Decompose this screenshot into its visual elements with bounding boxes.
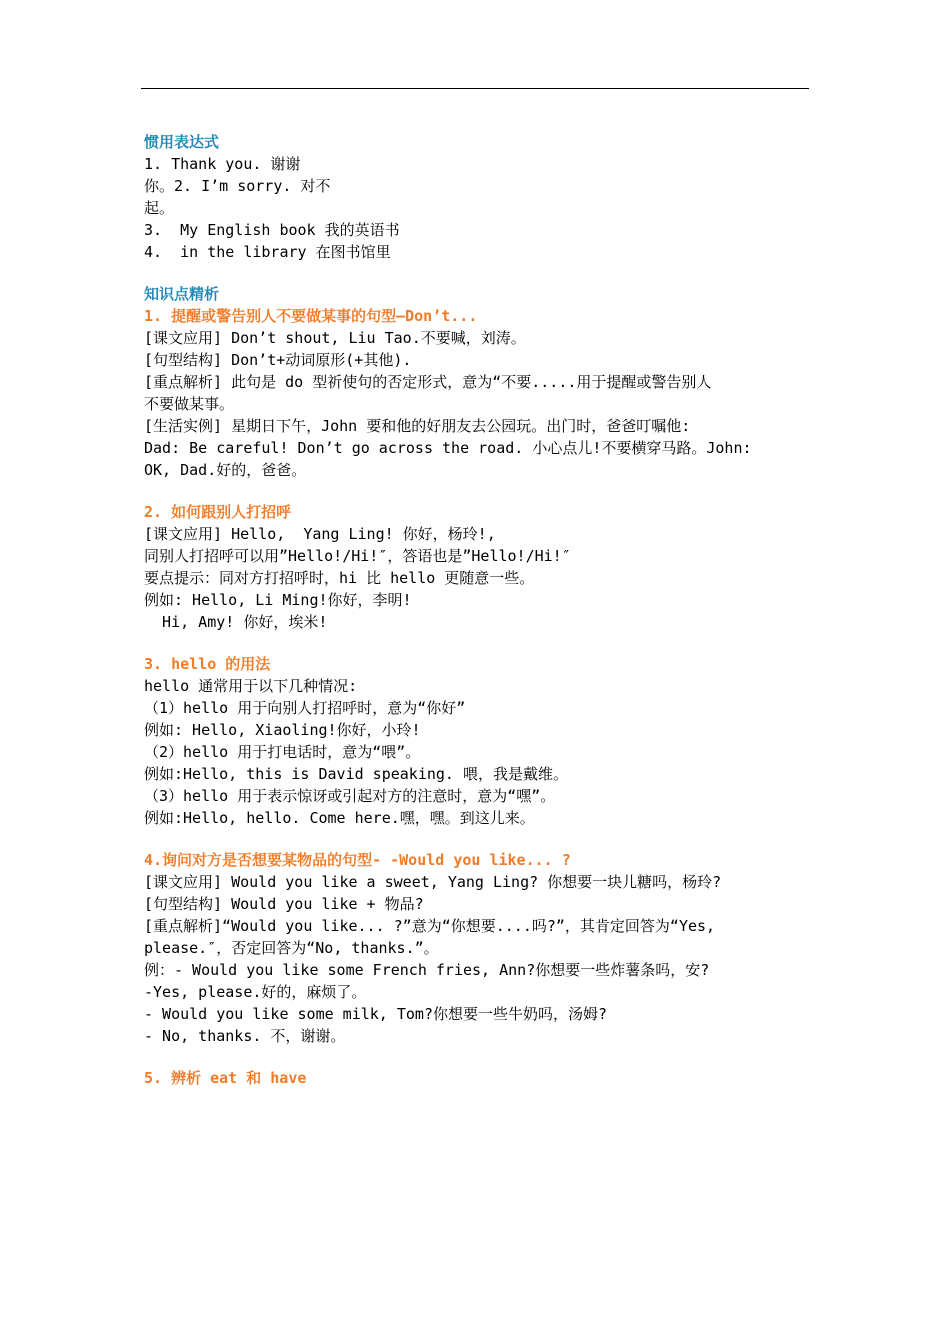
point-heading-1: 1. 提醒或警告别人不要做某事的句型—Don’t... bbox=[144, 307, 478, 325]
body-line: 例如: Hello, Li Ming!你好，李明! bbox=[144, 591, 412, 609]
body-line: -Yes, please.好的，麻烦了。 bbox=[144, 983, 367, 1001]
body-line: [重点解析] 此句是 do 型祈使句的否定形式，意为“不要.....用于提醒或警告别人 bbox=[144, 373, 712, 391]
body-line: [生活实例] 星期日下午，John 要和他的好朋友去公园玩。出门时，爸爸叮嘱他: bbox=[144, 417, 691, 435]
body-line: Dad: Be careful! Don’t go across the road. 小心点儿!不要横穿马路。John: bbox=[144, 439, 752, 457]
expression-line: 3. My English book 我的英语书 bbox=[144, 221, 400, 239]
body-line: Hi, Amy! 你好，埃米! bbox=[144, 613, 328, 631]
document-body bbox=[144, 131, 814, 1089]
body-line: 例如:Hello, this is David speaking. 喂，我是戴维。 bbox=[144, 765, 568, 783]
body-line: 例：- Would you like some French fries, Ann?你想要一些炸薯条吗，安? bbox=[144, 961, 710, 979]
body-line: 例如: Hello, Xiaoling!你好，小玲! bbox=[144, 721, 421, 739]
section-title-knowledge: 知识点精析 bbox=[144, 285, 220, 303]
body-line: - No, thanks. 不，谢谢。 bbox=[144, 1027, 346, 1045]
body-line: [句型结构] Would you like + 物品? bbox=[144, 895, 424, 913]
section-title-expressions: 惯用表达式 bbox=[144, 133, 220, 151]
expression-line: 4. in the library 在图书馆里 bbox=[144, 243, 391, 261]
body-line: （1）hello 用于向别人打招呼时，意为“你好” bbox=[144, 699, 466, 717]
body-line: please.″，否定回答为“No, thanks.”。 bbox=[144, 939, 439, 957]
body-line: 不要做某事。 bbox=[144, 395, 235, 413]
body-line: 同别人打招呼可以用”Hello!/Hi!″，答语也是”Hello!/Hi!″ bbox=[144, 547, 571, 565]
body-line: [课文应用] Hello, Yang Ling! 你好，杨玲!, bbox=[144, 525, 496, 543]
body-line: （3）hello 用于表示惊讶或引起对方的注意时，意为“嘿”。 bbox=[144, 787, 556, 805]
body-line: [课文应用] Would you like a sweet, Yang Ling? 你想要一块儿糖吗，杨玲? bbox=[144, 873, 722, 891]
body-line: 例如:Hello, hello. Come here.嘿，嘿。到这儿来。 bbox=[144, 809, 535, 827]
body-line: [重点解析]“Would you like... ?”意为“你想要....吗?”，其肯定回答为“Yes, bbox=[144, 917, 716, 935]
point-heading-5: 5. 辨析 eat 和 have bbox=[144, 1069, 307, 1087]
body-line: （2）hello 用于打电话时，意为“喂”。 bbox=[144, 743, 421, 761]
expression-line: 起。 bbox=[144, 199, 175, 217]
expression-line: 1. Thank you. 谢谢 bbox=[144, 155, 301, 173]
body-line: OK, Dad.好的，爸爸。 bbox=[144, 461, 307, 479]
body-line: - Would you like some milk, Tom?你想要一些牛奶吗，汤姆? bbox=[144, 1005, 608, 1023]
point-heading-4: 4.询问对方是否想要某物品的句型- -Would you like... ? bbox=[144, 851, 571, 869]
body-line: 要点提示：同对方打招呼时，hi 比 hello 更随意一些。 bbox=[144, 569, 535, 587]
body-line: hello 通常用于以下几种情况: bbox=[144, 677, 358, 695]
header-rule bbox=[141, 88, 809, 89]
body-line: [句型结构] Don’t+动词原形(+其他). bbox=[144, 351, 412, 369]
expression-line: 你。2. I’m sorry. 对不 bbox=[144, 177, 331, 195]
point-heading-3: 3. hello 的用法 bbox=[144, 655, 271, 673]
body-line: [课文应用] Don’t shout, Liu Tao.不要喊，刘涛。 bbox=[144, 329, 526, 347]
point-heading-2: 2. 如何跟别人打招呼 bbox=[144, 503, 292, 521]
